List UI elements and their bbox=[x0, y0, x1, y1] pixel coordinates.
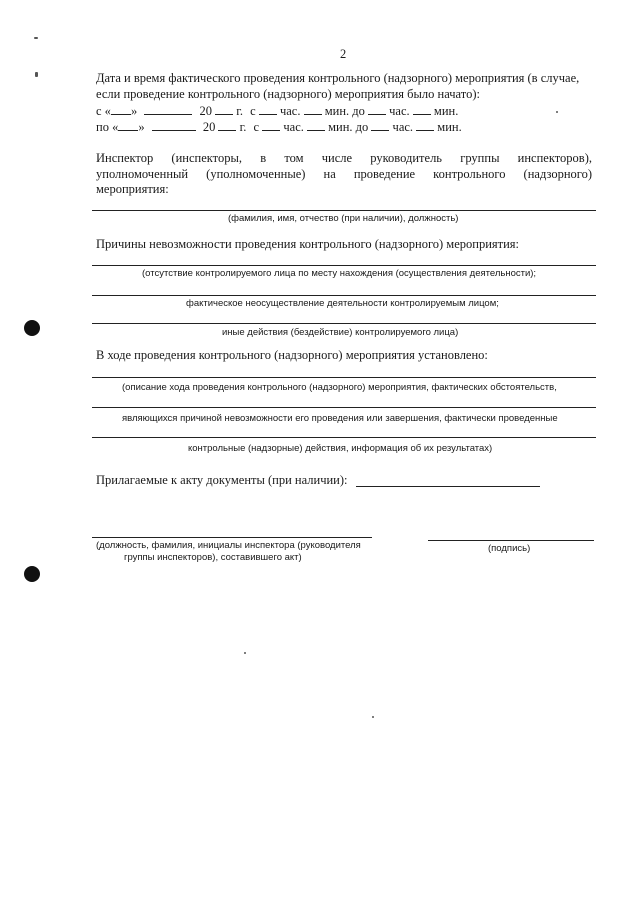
inspector-line3: мероприятия: bbox=[96, 182, 169, 196]
scan-mark bbox=[244, 652, 246, 654]
reasons-heading: Причины невозможности проведения контрольного (надзорного) мероприятия: bbox=[96, 237, 520, 251]
signature-right-caption: (подпись) bbox=[488, 543, 531, 554]
punch-hole-bottom bbox=[24, 566, 40, 582]
attachments-label: Прилагаемые к акту документы (при наличии): bbox=[96, 473, 348, 487]
findings-fill-line-1 bbox=[92, 377, 596, 378]
datetime-intro-line2: если проведение контрольного (надзорного) мероприятия было начато): bbox=[96, 87, 480, 101]
findings-caption-3: контрольные (надзорные) действия, информация об их результатах) bbox=[188, 443, 493, 454]
scan-mark bbox=[35, 72, 38, 77]
signature-line bbox=[428, 540, 594, 541]
inspector-line1: Инспектор (инспекторы, в том числе руководитель группы инспекторов), bbox=[96, 151, 592, 165]
reasons-caption-3: иные действия (бездействие) контролируемого лица) bbox=[222, 327, 459, 338]
scan-mark bbox=[556, 111, 558, 113]
inspector-fill-line bbox=[92, 210, 596, 211]
inspector-line2: уполномоченный (уполномоченные) на проведение контрольного (надзорного) bbox=[96, 167, 592, 181]
reasons-fill-line-1 bbox=[92, 265, 596, 266]
findings-fill-line-2 bbox=[92, 407, 596, 408]
reasons-fill-line-2 bbox=[92, 295, 596, 296]
page-number: 2 bbox=[340, 47, 347, 61]
findings-fill-line-3 bbox=[92, 437, 596, 438]
signature-left-caption-line2: группы инспекторов), составившего акт) bbox=[124, 552, 302, 563]
inspector-signature-line bbox=[92, 537, 372, 538]
datetime-intro-line1: Дата и время фактического проведения контрольного (надзорного) мероприятия (в случае, bbox=[96, 71, 580, 85]
reasons-caption-1: (отсутствие контролируемого лица по месту нахождения (осуществления деятельности); bbox=[142, 268, 537, 279]
punch-hole-top bbox=[24, 320, 40, 336]
reasons-caption-2: фактическое неосуществление деятельности контролируемым лицом; bbox=[186, 298, 499, 309]
findings-heading: В ходе проведения контрольного (надзорного) мероприятия установлено: bbox=[96, 348, 488, 362]
datetime-row-from: с « » 20 г. с час. мин. до час. мин. bbox=[96, 104, 459, 118]
datetime-row-to: по « » 20 г. с час. мин. до час. мин. bbox=[96, 120, 462, 134]
inspector-caption: (фамилия, имя, отчество (при наличии), должность) bbox=[228, 213, 459, 224]
reasons-fill-line-3 bbox=[92, 323, 596, 324]
attachments-fill-line bbox=[356, 486, 540, 487]
scan-mark bbox=[372, 716, 374, 718]
findings-caption-1: (описание хода проведения контрольного (надзорного) мероприятия, фактических обстоятельств, bbox=[122, 382, 557, 393]
signature-left-caption-line1: (должность, фамилия, инициалы инспектора (руководителя bbox=[96, 540, 361, 551]
scan-mark bbox=[34, 37, 38, 39]
findings-caption-2: являющихся причиной невозможности его проведения или завершения, фактически проведенные bbox=[122, 413, 558, 424]
